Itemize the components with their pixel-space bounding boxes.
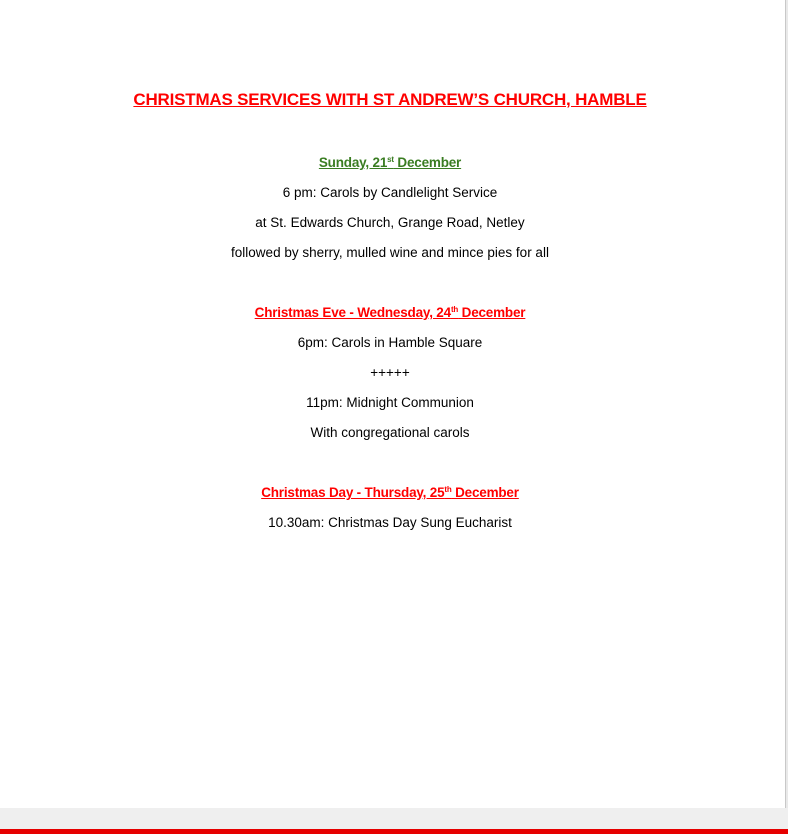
heading-ordinal: st — [387, 155, 394, 164]
service-line: With congregational carols — [310, 425, 470, 440]
service-line: 11pm: Midnight Communion — [306, 395, 474, 410]
heading-month: December — [458, 305, 526, 320]
service-line: at St. Edwards Church, Grange Road, Netley — [255, 215, 525, 230]
heading-ordinal: th — [444, 485, 452, 494]
page-gap-area — [0, 808, 788, 829]
heading-month: December — [451, 485, 519, 500]
section-heading-sunday — [0, 155, 780, 170]
section-heading-christmas-day — [0, 485, 780, 500]
heading-text: Sunday, 21 — [318, 155, 388, 170]
service-line: followed by sherry, mulled wine and mince pies for all — [231, 245, 549, 260]
document-title: CHRISTMAS SERVICES WITH ST ANDREW’S CHURCH, HAMBLE — [133, 90, 647, 109]
heading-text: Christmas Eve - Wednesday, 24 — [254, 305, 451, 320]
heading-ordinal: th — [450, 305, 459, 314]
section-heading-christmas-eve — [0, 305, 780, 320]
heading-month: December — [393, 155, 462, 170]
next-page-accent-bar — [0, 829, 788, 834]
service-line: 6 pm: Carols by Candlelight Service — [282, 185, 498, 200]
heading-text: Christmas Day - Thursday, 25 — [261, 485, 445, 500]
separator-line: +++++ — [370, 365, 410, 380]
service-line: 6pm: Carols in Hamble Square — [297, 335, 483, 350]
service-line: 10.30am: Christmas Day Sung Eucharist — [268, 515, 512, 530]
